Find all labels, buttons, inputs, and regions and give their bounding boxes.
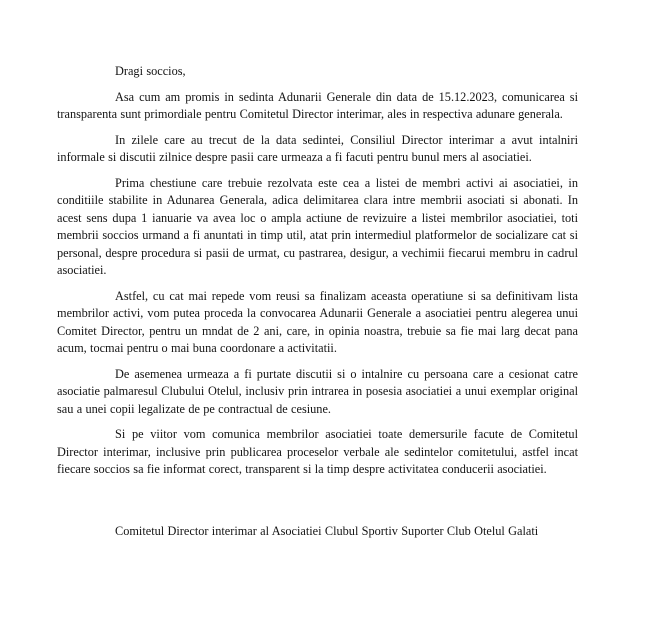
paragraph-communication-promise: Asa cum am promis in sedinta Adunarii Generale din data de 15.12.2023, comunicarea si transparenta sunt primordiale pentru Comitetul Director interimar, ales in respectiva adunare generala. [57,89,578,121]
paragraph-informal-meetings: In zilele care au trecut de la data sedintei, Consiliul Director interimar a avut intalniri informale si discutii zilnice despre pasii care urmeaza a fi facuti pentru bunul mers al asociatiei. [57,132,578,164]
letter-greeting: Dragi soccios, [115,64,186,78]
paragraph-future-transparency: Si pe viitor vom comunica membrilor asociatiei toate demersurile facute de Comitetul Director interimar, inclusive prin publicarea proceselor verbale ale sedintelor comitetului, astfel incat fiecare soccios sa fie informat corect, transparent si la timp despre activitatea conducerii asociatiei. [57,427,578,476]
letter-signature: Comitetul Director interimar al Asociatiei Clubul Sportiv Suporter Club Otelul Galati [115,523,539,538]
paragraph-member-list-revision: Prima chestiune care trebuie rezolvata este cea a listei de membri activi ai asociatiei, in conditiile stabilite in Adunarea Generala, adica delimitarea clara intre membrii asociati si abonati. In acest sens dupa 1 ianuarie va avea loc o ampla actiune de revizuire a listei membrilor asociatiei, toti membrii soccios urmand a fi anuntati in timp util, atat prin intermediul platformelor de socializare cat si personal, despre procedura si pasii de urmat, cu pastrarea, desigur, a vechimii fiecarui membru in cadrul asociatiei. [57,175,578,277]
paragraph-general-assembly-convocation: Astfel, cu cat mai repede vom reusi sa finalizam aceasta operatiune si sa definitivam lista membrilor activi, vom putea proceda la convocarea Adunarii Generale a asociatiei pentru alegerea unui Comitet Director, pentru un mndat de 2 ani, care, in opinia noastra, trebuie sa fie mai larg decat pana acum, tocmai pentru o mai buna coordonare a activitatii. [57,288,578,355]
paragraph-club-record-cession: De asemenea urmeaza a fi purtate discutii si o intalnire cu persoana care a cesionat catre asociatie palmaresul Clubului Otelul, inclusiv prin intrarea in posesia asociatiei a unui exemplar original sau a unei copii legalizate de pe contractual de cesiune. [57,366,578,416]
